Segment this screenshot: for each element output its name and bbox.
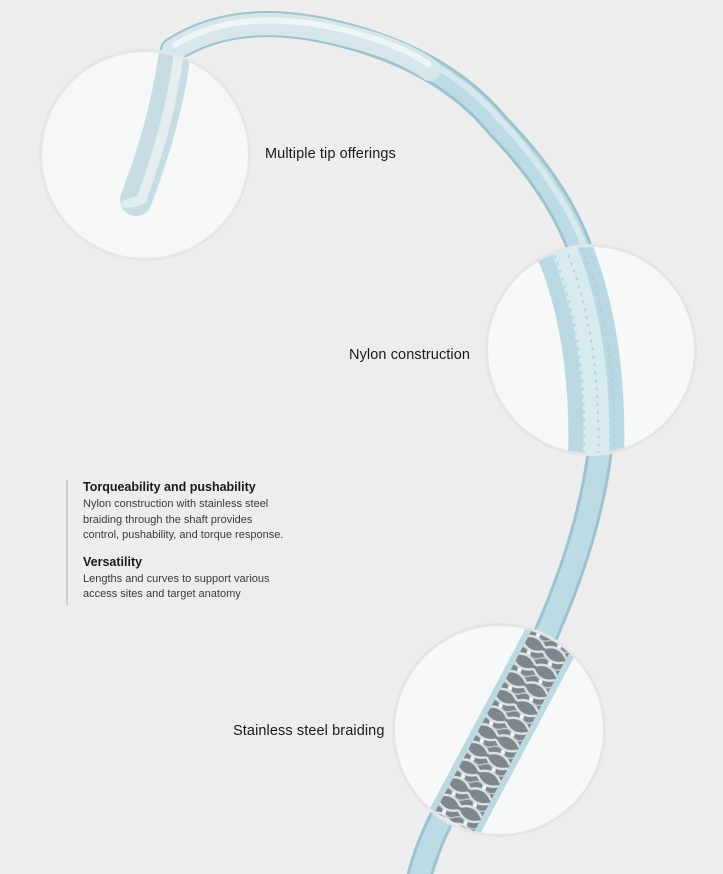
tip-magnifier — [39, 40, 251, 261]
tip-callout: Multiple tip offerings — [265, 146, 396, 162]
feature-list — [66, 480, 323, 605]
feature-title: Torqueability and pushability — [83, 480, 256, 494]
nylon-magnifier — [485, 240, 697, 460]
braid-magnifier — [392, 623, 606, 837]
feature-title: Versatility — [83, 554, 143, 569]
feature-description: Lengths and curves to support various access sites and target anatomy — [83, 572, 270, 600]
braiding-callout: Stainless steel braiding — [233, 723, 385, 739]
feature-description: Nylon construction with stainless steel braiding through the shaft provides control, pushability, and torque response. — [83, 498, 284, 541]
feature-torqueability — [83, 480, 323, 544]
nylon-callout: Nylon construction — [349, 347, 471, 363]
feature-versatility — [83, 555, 323, 603]
